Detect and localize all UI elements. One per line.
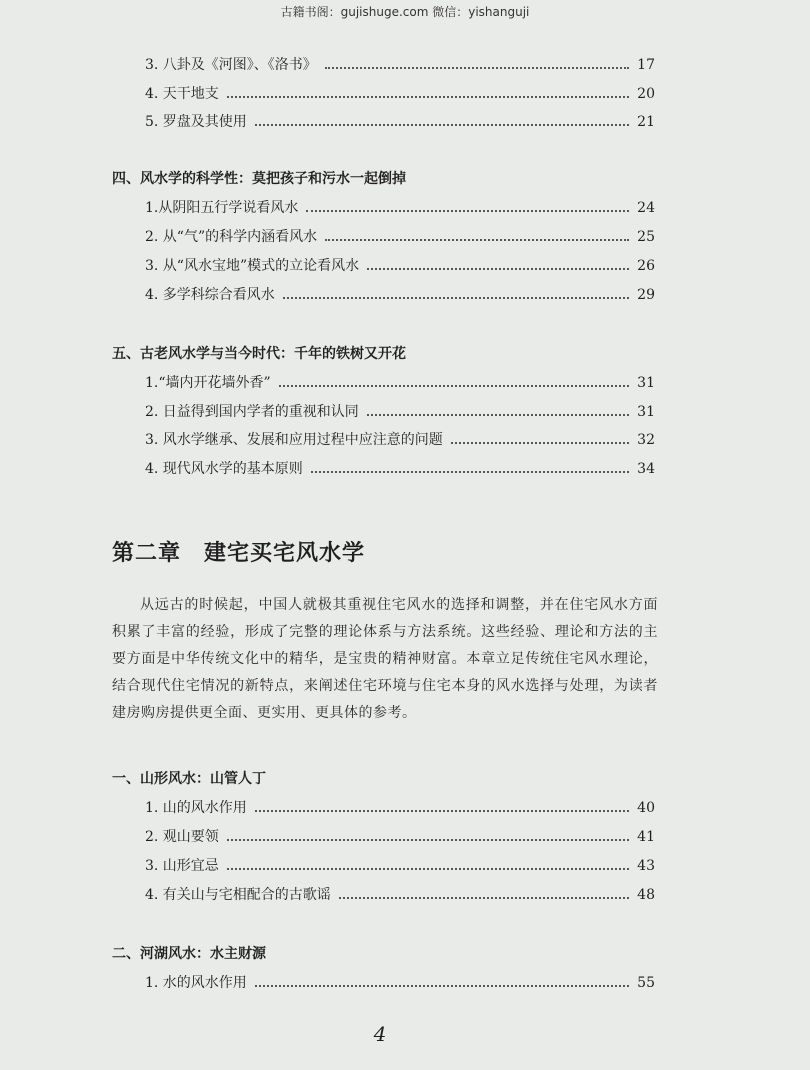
leader-dots (227, 868, 629, 870)
toc-entry-title: 3. 八卦及《河图》、《洛书》 (145, 57, 317, 73)
toc-entry[interactable] (145, 974, 655, 992)
toc-entry-title: 2. 观山要领 (145, 829, 219, 845)
leader-dots (325, 239, 629, 241)
toc-entry-title: 2. 日益得到国内学者的重视和认同 (145, 404, 359, 420)
toc-entry-title: 1. 水的风水作用 (145, 975, 247, 991)
toc-entry[interactable] (145, 374, 655, 392)
page-number: 4 (373, 1022, 387, 1046)
toc-entry-title: 1.从阴阳五行学说看风水 (145, 200, 299, 216)
chapter-title: 第二章 建宅买宅风水学 (112, 540, 366, 566)
toc-entry-title: 1. 山的风水作用 (145, 800, 247, 816)
toc-entry-page: 43 (637, 858, 655, 874)
leader-dots (339, 897, 629, 899)
toc-entry[interactable] (145, 257, 655, 275)
toc-entry-page: 31 (637, 375, 655, 391)
leader-dots (367, 414, 629, 416)
watermark: 古籍书阁：gujishuge.com 微信：yishanguji (280, 5, 530, 19)
section-heading: 一、山形风水：山管人丁 (112, 771, 266, 787)
toc-entry[interactable] (145, 85, 655, 103)
toc-entry[interactable] (145, 431, 655, 449)
toc-entry[interactable] (145, 828, 655, 846)
toc-entry[interactable] (145, 403, 655, 421)
leader-dots (311, 471, 629, 473)
toc-entry-title: 3. 从“风水宝地”模式的立论看风水 (145, 258, 360, 274)
toc-entry-title: 2. 从“气”的科学内涵看风水 (145, 229, 318, 245)
leader-dots (227, 96, 629, 98)
leader-dots (255, 985, 629, 987)
toc-entry-title: 4. 天干地支 (145, 86, 219, 102)
leader-dots (255, 810, 629, 812)
toc-entry-page: 29 (637, 287, 655, 303)
toc-entry-page: 17 (637, 57, 655, 73)
toc-entry-title: 4. 多学科综合看风水 (145, 287, 275, 303)
toc-entry-title: 1.“墙内开花墙外香” (145, 375, 271, 391)
toc-entry-page: 34 (637, 461, 655, 477)
toc-entry-title: 3. 风水学继承、发展和应用过程中应注意的问题 (145, 432, 443, 448)
leader-dots (279, 385, 629, 387)
toc-entry-title: 4. 有关山与宅相配合的古歌谣 (145, 887, 331, 903)
leader-dots (227, 839, 629, 841)
toc-entry-page: 24 (637, 200, 655, 216)
leader-dots (283, 297, 629, 299)
toc-entry[interactable] (145, 286, 655, 304)
toc-entry-page: 41 (637, 829, 655, 845)
toc-entry-page: 20 (637, 86, 655, 102)
section-heading: 二、河湖风水：水主财源 (112, 946, 266, 962)
toc-entry-page: 40 (637, 800, 655, 816)
toc-entry-page: 32 (637, 432, 655, 448)
toc-entry[interactable] (145, 228, 655, 246)
toc-entry[interactable] (145, 857, 655, 875)
toc-entry[interactable] (145, 56, 655, 74)
toc-entry-title: 4. 现代风水学的基本原则 (145, 461, 303, 477)
leader-dots (325, 67, 629, 69)
toc-entry-page: 26 (637, 258, 655, 274)
toc-entry-title: 5. 罗盘及其使用 (145, 114, 247, 130)
toc-entry[interactable] (145, 199, 655, 217)
leader-dots (451, 442, 629, 444)
leader-dots (367, 268, 629, 270)
toc-entry-page: 48 (637, 887, 655, 903)
toc-entry[interactable] (145, 460, 655, 478)
leader-dots (255, 124, 629, 126)
section-heading: 五、古老风水学与当今时代：千年的铁树又开花 (112, 346, 406, 362)
chapter-intro: 从远古的时候起，中国人就极其重视住宅风水的选择和调整，并在住宅风水方面积累了丰富的经验，形成了完整的理论体系与方法系统。这些经验、理论和方法的主要方面是中华传统文化中的精华，是宝贵的精神财富。本章立足传统住宅风水理论，结合现代住宅情况的新特点，来阐述住宅环境与住宅本身的风水选择与处理，为读者建房购房提供更全面、更实用、更具体的参考。 (112, 597, 658, 721)
section-heading: 四、风水学的科学性：莫把孩子和污水一起倒掉 (112, 171, 406, 187)
toc-entry[interactable] (145, 113, 655, 131)
toc-entry-title: 3. 山形宜忌 (145, 858, 219, 874)
toc-entry-page: 31 (637, 404, 655, 420)
leader-dots (306, 210, 629, 212)
toc-entry-page: 21 (637, 114, 655, 130)
toc-entry[interactable] (145, 799, 655, 817)
toc-entry-page: 55 (637, 975, 655, 991)
toc-entry[interactable] (145, 886, 655, 904)
toc-entry-page: 25 (637, 229, 655, 245)
